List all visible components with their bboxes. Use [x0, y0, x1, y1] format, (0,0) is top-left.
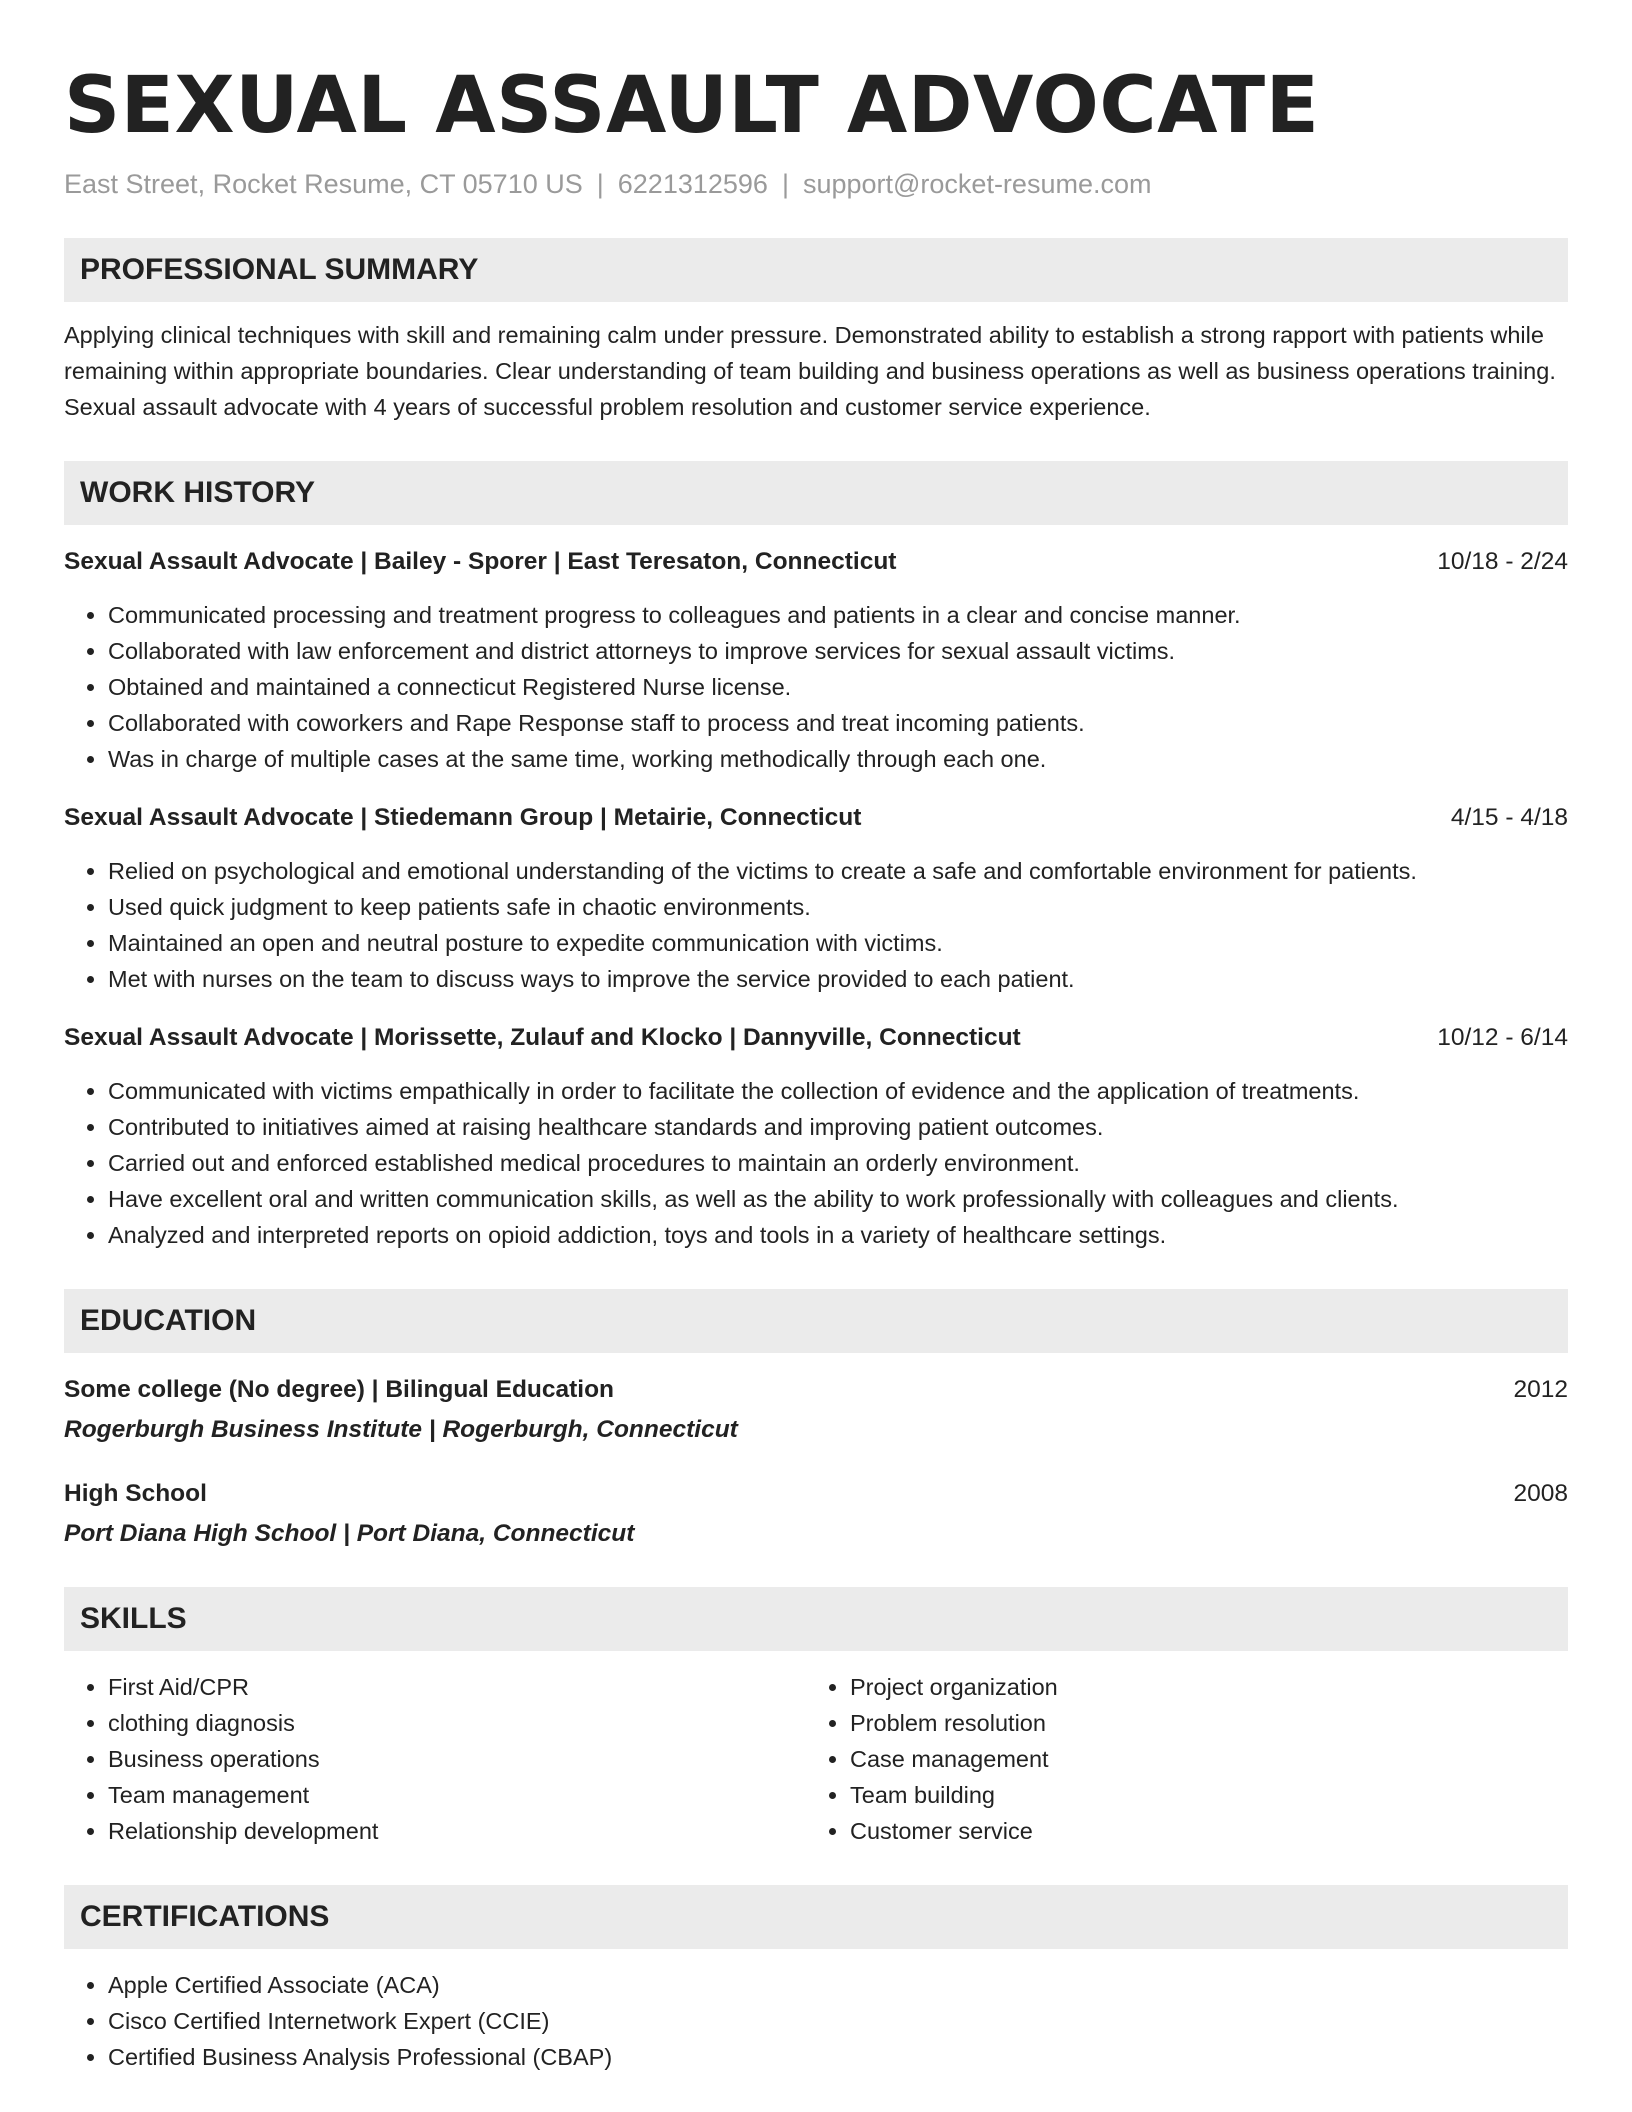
contact-separator: | [596, 169, 604, 199]
contact-separator: | [781, 169, 789, 199]
certification-item: • Cisco Certified Internetwork Expert (CCIE) [108, 2003, 1568, 2039]
contact-phone: 6221312596 [617, 169, 768, 199]
job-header [64, 545, 1568, 579]
job-bullet: • Communicated processing and treatment progress to colleagues and patients in a clear and concise manner. [108, 597, 1568, 633]
job-bullet: • Relied on psychological and emotional understanding of the victims to create a safe and comfortable environment for patients. [108, 853, 1568, 889]
job-dates: 10/12 - 6/14 [1437, 1024, 1568, 1051]
job-bullets [64, 1073, 1568, 1253]
education-year: 2008 [1513, 1480, 1568, 1507]
skill-item: • Problem resolution [850, 1705, 1568, 1741]
education-school: Rogerburgh Business Institute | Rogerburgh, Connecticut [64, 1416, 738, 1443]
skills-columns [64, 1669, 1568, 1849]
job-header [64, 801, 1568, 835]
skill-item: • clothing diagnosis [108, 1705, 806, 1741]
education-entry [64, 1373, 1568, 1447]
skill-item: • Team management [108, 1777, 806, 1813]
job-bullet: • Communicated with victims empathically in order to facilitate the collection of evidence and the application of treatments. [108, 1073, 1568, 1109]
job-title: Sexual Assault Advocate | Bailey - Sporer | East Teresaton, Connecticut [64, 548, 897, 575]
education-year: 2012 [1513, 1376, 1568, 1403]
section-header-summary: PROFESSIONAL SUMMARY [64, 238, 1568, 302]
education-header [64, 1373, 1568, 1407]
job-bullets [64, 853, 1568, 997]
section-header-skills: SKILLS [64, 1587, 1568, 1651]
job-bullet: • Was in charge of multiple cases at the same time, working methodically through each one. [108, 741, 1568, 777]
skill-item: • Customer service [850, 1813, 1568, 1849]
job-bullet: • Collaborated with law enforcement and district attorneys to improve services for sexual assault victims. [108, 633, 1568, 669]
summary-text: Applying clinical techniques with skill and remaining calm under pressure. Demonstrated ability to establish a strong rapport with patients while remaining within appropriate boundaries. Clear understanding of team building and business operations as well as business operations training. Sexual assault advocate with 4 years of successful problem resolution and customer service experience. [64, 322, 1556, 420]
certification-item: • Apple Certified Associate (ACA) [108, 1967, 1568, 2003]
certifications-list [64, 1967, 1568, 2075]
contact-email: support@rocket-resume.com [802, 169, 1152, 199]
contact-line [64, 166, 1568, 202]
job-bullet: • Contributed to initiatives aimed at raising healthcare standards and improving patient outcomes. [108, 1109, 1568, 1145]
resume-name: SEXUAL ASSAULT ADVOCATE [64, 61, 1320, 151]
job-entry [64, 1021, 1568, 1253]
education-header [64, 1477, 1568, 1511]
section-header-work-history: WORK HISTORY [64, 461, 1568, 525]
skills-list-left [64, 1669, 806, 1849]
section-header-certifications: CERTIFICATIONS [64, 1885, 1568, 1949]
education-entry [64, 1477, 1568, 1551]
job-dates: 4/15 - 4/18 [1450, 804, 1568, 831]
skill-item: • Business operations [108, 1741, 806, 1777]
job-header [64, 1021, 1568, 1055]
job-dates: 10/18 - 2/24 [1437, 548, 1568, 575]
job-bullet: • Used quick judgment to keep patients safe in chaotic environments. [108, 889, 1568, 925]
skills-list-right [806, 1669, 1568, 1849]
job-title: Sexual Assault Advocate | Morissette, Zulauf and Klocko | Dannyville, Connecticut [64, 1024, 1021, 1051]
job-entry [64, 545, 1568, 777]
job-bullet: • Carried out and enforced established medical procedures to maintain an orderly environment. [108, 1145, 1568, 1181]
skill-item: • Case management [850, 1741, 1568, 1777]
job-entry [64, 801, 1568, 997]
education-school: Port Diana High School | Port Diana, Connecticut [64, 1520, 635, 1547]
job-bullet: • Analyzed and interpreted reports on opioid addiction, toys and tools in a variety of healthcare settings. [108, 1217, 1568, 1253]
job-bullet: • Have excellent oral and written communication skills, as well as the ability to work professionally with colleagues and clients. [108, 1181, 1568, 1217]
job-bullet: • Collaborated with coworkers and Rape Response staff to process and treat incoming patients. [108, 705, 1568, 741]
skill-item: • Team building [850, 1777, 1568, 1813]
education-degree: Some college (No degree) | Bilingual Education [64, 1376, 615, 1403]
certification-item: • Certified Business Analysis Professional (CBAP) [108, 2039, 1568, 2075]
job-bullet: • Met with nurses on the team to discuss ways to improve the service provided to each patient. [108, 961, 1568, 997]
skill-item: • Project organization [850, 1669, 1568, 1705]
education-degree: High School [64, 1480, 207, 1507]
contact-address: East Street, Rocket Resume, CT 05710 US [64, 169, 583, 199]
section-header-education: EDUCATION [64, 1289, 1568, 1353]
job-bullet: • Maintained an open and neutral posture to expedite communication with victims. [108, 925, 1568, 961]
skill-item: • First Aid/CPR [108, 1669, 806, 1705]
skill-item: • Relationship development [108, 1813, 806, 1849]
job-bullet: • Obtained and maintained a connecticut Registered Nurse license. [108, 669, 1568, 705]
job-title: Sexual Assault Advocate | Stiedemann Group | Metairie, Connecticut [64, 804, 862, 831]
job-bullets [64, 597, 1568, 777]
